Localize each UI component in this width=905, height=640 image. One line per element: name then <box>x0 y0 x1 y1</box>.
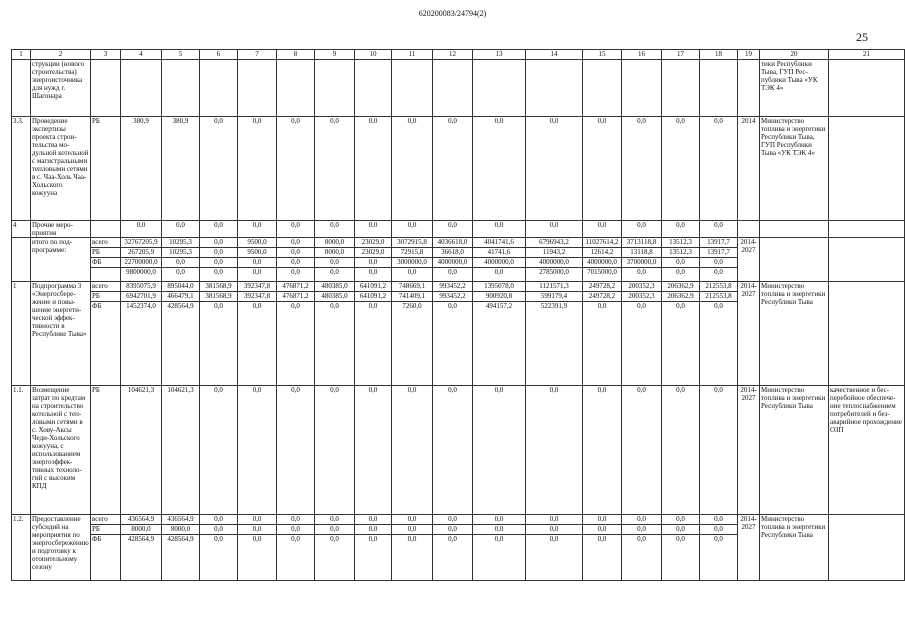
amount-cell <box>392 60 433 117</box>
row-number <box>12 60 31 117</box>
amount-cell: 0,0 <box>662 117 700 221</box>
amount-cell: 1395078,0 <box>473 282 526 292</box>
amount-cell: 0,0 <box>315 302 355 386</box>
amount-cell: 249728,2 <box>583 292 622 302</box>
amount-cell: 476871,2 <box>277 292 315 302</box>
amount-cell: 0,0 <box>315 515 355 525</box>
amount-cell <box>315 60 355 117</box>
measure-name: Проведение экспертизы проекта строительства модульной котельной с магистральными тепловыми сетями в с. Чаа-Холь Чаа-Хольского кожууна <box>31 117 91 221</box>
amount-cell: 6942701,9 <box>121 292 162 302</box>
amount-cell: 0,0 <box>662 302 700 386</box>
amount-cell: 0,0 <box>392 535 433 581</box>
amount-cell: 212553,8 <box>700 292 738 302</box>
amount-cell: 0,0 <box>277 302 315 386</box>
amount-cell: 0,0 <box>200 268 238 282</box>
amount-cell: 0,0 <box>238 221 277 238</box>
column-number: 2 <box>31 50 91 60</box>
amount-cell: 428564,9 <box>162 302 200 386</box>
column-number: 13 <box>473 50 526 60</box>
row-number <box>12 238 31 282</box>
funding-source: ФБ <box>91 535 121 581</box>
amount-cell: 0,0 <box>622 515 662 525</box>
amount-cell: 267205,9 <box>121 248 162 258</box>
amount-cell: 0,0 <box>473 268 526 282</box>
amount-cell: 0,0 <box>622 535 662 581</box>
period-years: 2014-2027 <box>738 238 760 282</box>
amount-cell: 392347,8 <box>238 282 277 292</box>
period-years: 2014-2027 <box>738 282 760 386</box>
amount-cell: 10295,3 <box>162 248 200 258</box>
amount-cell: 0,0 <box>473 386 526 515</box>
amount-cell: 9500,0 <box>238 248 277 258</box>
amount-cell: 380,9 <box>162 117 200 221</box>
amount-cell: 392347,8 <box>238 292 277 302</box>
column-number: 3 <box>91 50 121 60</box>
amount-cell: 0,0 <box>162 221 200 238</box>
amount-cell: 0,0 <box>662 525 700 535</box>
expected-result <box>829 60 905 117</box>
amount-cell: 0,0 <box>473 515 526 525</box>
amount-cell: 13917,7 <box>700 238 738 248</box>
amount-cell: 6796943,2 <box>526 238 583 248</box>
amount-cell <box>583 60 622 117</box>
amount-cell: 200352,3 <box>622 292 662 302</box>
amount-cell: 0,0 <box>526 515 583 525</box>
amount-cell: 8000,0 <box>162 525 200 535</box>
amount-cell: 200352,3 <box>622 282 662 292</box>
amount-cell: 0,0 <box>121 221 162 238</box>
period-years: 2014 <box>738 117 760 221</box>
column-number: 17 <box>662 50 700 60</box>
amount-cell: 0,0 <box>277 535 315 581</box>
table-row <box>12 221 905 238</box>
amount-cell: 0,0 <box>315 221 355 238</box>
amount-cell: 2785000,0 <box>526 268 583 282</box>
amount-cell: 1452374,0 <box>121 302 162 386</box>
amount-cell: 0,0 <box>700 268 738 282</box>
amount-cell: 12614,2 <box>583 248 622 258</box>
amount-cell: 0,0 <box>473 117 526 221</box>
amount-cell: 212553,8 <box>700 282 738 292</box>
amount-cell: 380,9 <box>121 117 162 221</box>
amount-cell: 10295,3 <box>162 238 200 248</box>
amount-cell: 23029,0 <box>355 238 392 248</box>
amount-cell: 0,0 <box>433 535 473 581</box>
amount-cell: 0,0 <box>622 302 662 386</box>
amount-cell: 0,0 <box>700 117 738 221</box>
amount-cell: 0,0 <box>238 515 277 525</box>
amount-cell: 249728,2 <box>583 282 622 292</box>
funding-source <box>91 221 121 238</box>
column-number: 4 <box>121 50 162 60</box>
amount-cell: 0,0 <box>700 302 738 386</box>
amount-cell: 0,0 <box>583 535 622 581</box>
amount-cell: 7015000,0 <box>583 268 622 282</box>
measure-name: Предоставление субсидий на мероприятия по энергосбережению и подготовку к отопительному сезону <box>31 515 91 581</box>
amount-cell: 104621,3 <box>162 386 200 515</box>
amount-cell: 0,0 <box>583 221 622 238</box>
amount-cell <box>355 60 392 117</box>
amount-cell: 0,0 <box>277 386 315 515</box>
measure-name: Возмещение затрат по кредтам на строительство котельной с тепловыми сетями в с. Хову-Аксы Чеди-Хольского кожууна, с использованием энергоэффективных технологий с высоким КПД <box>31 386 91 515</box>
amount-cell: 0,0 <box>200 238 238 248</box>
funding-source: всего <box>91 282 121 292</box>
column-number-row <box>12 50 905 60</box>
measure-name: струкции (нового строительства) энергоисточника для нужд г. Шагонара <box>31 60 91 117</box>
amount-cell: 36618,0 <box>433 248 473 258</box>
amount-cell: 0,0 <box>583 525 622 535</box>
row-number: 1.1. <box>12 386 31 515</box>
amount-cell <box>200 60 238 117</box>
amount-cell: 41741,6 <box>473 248 526 258</box>
amount-cell: 8000,0 <box>315 248 355 258</box>
amount-cell: 0,0 <box>238 525 277 535</box>
amount-cell: 0,0 <box>662 258 700 268</box>
amount-cell: 0,0 <box>622 221 662 238</box>
amount-cell: 13118,8 <box>622 248 662 258</box>
amount-cell <box>433 60 473 117</box>
amount-cell: 0,0 <box>433 386 473 515</box>
amount-cell: 4036618,0 <box>433 238 473 248</box>
amount-cell <box>526 60 583 117</box>
amount-cell: 0,0 <box>526 535 583 581</box>
amount-cell <box>121 60 162 117</box>
document-id: 620200083/24794(2) <box>418 9 487 18</box>
amount-cell: 23029,0 <box>355 248 392 258</box>
amount-cell: 0,0 <box>433 268 473 282</box>
measure-name: Прочие мероприятия <box>31 221 91 238</box>
funding-source: РБ <box>91 525 121 535</box>
column-number: 21 <box>829 50 905 60</box>
funding-source <box>91 268 121 282</box>
amount-cell: 0,0 <box>277 268 315 282</box>
funding-source: всего <box>91 238 121 248</box>
amount-cell: 0,0 <box>277 238 315 248</box>
page-number: 25 <box>856 30 868 44</box>
amount-cell: 4000000,0 <box>583 258 622 268</box>
funding-source: РБ <box>91 117 121 221</box>
amount-cell: 0,0 <box>200 117 238 221</box>
amount-cell: 641091,2 <box>355 292 392 302</box>
amount-cell: 993452,2 <box>433 282 473 292</box>
amount-cell: 0,0 <box>433 302 473 386</box>
column-number: 11 <box>392 50 433 60</box>
executor: Министерство топлива и энергетики Республики Тыва, ГУП Республики Тыва «УК ТЭК 4» <box>760 117 829 221</box>
amount-cell: 4000000,0 <box>526 258 583 268</box>
executor: тики Республики Тыва, ГУП Республики Тыва «УК ТЭК 4» <box>760 60 829 117</box>
executor: Министерство топлива и энергетики Республики Тыва <box>760 386 829 515</box>
amount-cell: 8000,0 <box>121 525 162 535</box>
amount-cell: 0,0 <box>238 386 277 515</box>
amount-cell: 0,0 <box>277 515 315 525</box>
amount-cell: 0,0 <box>238 302 277 386</box>
amount-cell: 0,0 <box>238 535 277 581</box>
amount-cell: 0,0 <box>473 221 526 238</box>
amount-cell: 0,0 <box>583 302 622 386</box>
amount-cell: 748669,1 <box>392 282 433 292</box>
amount-cell: 0,0 <box>526 386 583 515</box>
column-number: 6 <box>200 50 238 60</box>
row-number: 1.2. <box>12 515 31 581</box>
amount-cell: 0,0 <box>200 535 238 581</box>
amount-cell: 0,0 <box>583 117 622 221</box>
funding-source: РБ <box>91 292 121 302</box>
amount-cell: 0,0 <box>315 268 355 282</box>
funding-source <box>91 60 121 117</box>
amount-cell: 993452,2 <box>433 292 473 302</box>
column-number: 14 <box>526 50 583 60</box>
amount-cell: 0,0 <box>392 268 433 282</box>
amount-cell: 7260,0 <box>392 302 433 386</box>
amount-cell: 9500,0 <box>238 238 277 248</box>
column-number: 15 <box>583 50 622 60</box>
column-number: 9 <box>315 50 355 60</box>
program-table <box>11 49 905 581</box>
column-number: 7 <box>238 50 277 60</box>
amount-cell: 0,0 <box>526 221 583 238</box>
amount-cell: 206362,9 <box>662 282 700 292</box>
amount-cell: 0,0 <box>473 525 526 535</box>
table-row <box>12 117 905 221</box>
amount-cell: 0,0 <box>662 221 700 238</box>
funding-source: РБ <box>91 386 121 515</box>
amount-cell: 13917,7 <box>700 248 738 258</box>
amount-cell: 895044,0 <box>162 282 200 292</box>
period-years: 2014-2027 <box>738 386 760 515</box>
column-number: 18 <box>700 50 738 60</box>
amount-cell: 0,0 <box>433 515 473 525</box>
amount-cell: 428564,9 <box>162 535 200 581</box>
amount-cell: 1121571,3 <box>526 282 583 292</box>
amount-cell: 0,0 <box>277 117 315 221</box>
amount-cell: 22700000,0 <box>121 258 162 268</box>
amount-cell: 436564,9 <box>121 515 162 525</box>
amount-cell: 0,0 <box>662 386 700 515</box>
expected-result <box>829 221 905 238</box>
amount-cell <box>622 60 662 117</box>
amount-cell: 0,0 <box>392 117 433 221</box>
table-row <box>12 515 905 525</box>
amount-cell: 0,0 <box>315 525 355 535</box>
amount-cell <box>238 60 277 117</box>
amount-cell: 381568,9 <box>200 282 238 292</box>
amount-cell: 0,0 <box>315 386 355 515</box>
table-row <box>12 238 905 248</box>
expected-result <box>829 515 905 581</box>
amount-cell: 381568,9 <box>200 292 238 302</box>
amount-cell: 11943,2 <box>526 248 583 258</box>
row-number: 1 <box>12 282 31 386</box>
amount-cell: 436564,9 <box>162 515 200 525</box>
executor <box>760 221 829 238</box>
amount-cell: 522391,9 <box>526 302 583 386</box>
amount-cell: 0,0 <box>662 535 700 581</box>
amount-cell: 0,0 <box>473 535 526 581</box>
amount-cell: 0,0 <box>433 525 473 535</box>
amount-cell: 0,0 <box>700 386 738 515</box>
amount-cell <box>662 60 700 117</box>
table-row <box>12 282 905 292</box>
amount-cell: 0,0 <box>200 386 238 515</box>
amount-cell: 0,0 <box>433 221 473 238</box>
measure-name: Подпрограмма 3 «Энергосбережение и повышение энергетической эффективности в Республике Тыва» <box>31 282 91 386</box>
executor: Министерство топлива и энергетики Республики Тыва <box>760 515 829 581</box>
amount-cell: 0,0 <box>200 515 238 525</box>
amount-cell: 494157,2 <box>473 302 526 386</box>
amount-cell: 0,0 <box>238 268 277 282</box>
amount-cell: 0,0 <box>200 258 238 268</box>
amount-cell <box>162 60 200 117</box>
funding-source: ФБ <box>91 258 121 268</box>
amount-cell: 0,0 <box>526 117 583 221</box>
amount-cell: 0,0 <box>355 386 392 515</box>
amount-cell <box>473 60 526 117</box>
expected-result <box>829 282 905 386</box>
column-number: 10 <box>355 50 392 60</box>
amount-cell: 0,0 <box>238 117 277 221</box>
amount-cell: 0,0 <box>622 525 662 535</box>
amount-cell: 72915,8 <box>392 248 433 258</box>
amount-cell: 0,0 <box>526 525 583 535</box>
amount-cell: 428564,9 <box>121 535 162 581</box>
amount-cell: 0,0 <box>355 525 392 535</box>
amount-cell: 0,0 <box>162 258 200 268</box>
column-number: 19 <box>738 50 760 60</box>
amount-cell: 0,0 <box>355 515 392 525</box>
amount-cell: 0,0 <box>700 525 738 535</box>
amount-cell: 0,0 <box>700 221 738 238</box>
amount-cell: 104621,3 <box>121 386 162 515</box>
table-row <box>12 386 905 515</box>
amount-cell: 3713118,8 <box>622 238 662 248</box>
executor: Министерство топлива и энергетики Республики Тыва <box>760 282 829 386</box>
amount-cell: 0,0 <box>622 386 662 515</box>
amount-cell: 0,0 <box>583 515 622 525</box>
amount-cell: 0,0 <box>662 268 700 282</box>
amount-cell: 3700000,0 <box>622 258 662 268</box>
amount-cell: 480385,0 <box>315 282 355 292</box>
amount-cell: 32767205,9 <box>121 238 162 248</box>
amount-cell: 599179,4 <box>526 292 583 302</box>
amount-cell: 480385,0 <box>315 292 355 302</box>
amount-cell: 206362,9 <box>662 292 700 302</box>
amount-cell: 3072915,8 <box>392 238 433 248</box>
amount-cell: 0,0 <box>355 302 392 386</box>
period-years <box>738 60 760 117</box>
amount-cell: 0,0 <box>392 221 433 238</box>
amount-cell: 0,0 <box>433 117 473 221</box>
amount-cell: 466479,1 <box>162 292 200 302</box>
amount-cell: 9800000,0 <box>121 268 162 282</box>
amount-cell: 4000000,0 <box>433 258 473 268</box>
amount-cell: 900920,8 <box>473 292 526 302</box>
expected-result <box>829 117 905 221</box>
amount-cell: 11027614,2 <box>583 238 622 248</box>
amount-cell: 0,0 <box>355 535 392 581</box>
executor <box>760 238 829 282</box>
amount-cell: 0,0 <box>238 258 277 268</box>
funding-source: ФБ <box>91 302 121 386</box>
amount-cell: 0,0 <box>162 268 200 282</box>
amount-cell: 13512,3 <box>662 248 700 258</box>
amount-cell: 0,0 <box>277 525 315 535</box>
amount-cell: 0,0 <box>622 268 662 282</box>
amount-cell <box>277 60 315 117</box>
amount-cell: 0,0 <box>277 221 315 238</box>
column-number: 12 <box>433 50 473 60</box>
amount-cell: 0,0 <box>662 515 700 525</box>
amount-cell: 0,0 <box>200 525 238 535</box>
amount-cell: 13512,3 <box>662 238 700 248</box>
amount-cell: 476871,2 <box>277 282 315 292</box>
amount-cell: 0,0 <box>355 268 392 282</box>
amount-cell: 0,0 <box>200 221 238 238</box>
amount-cell: 0,0 <box>355 221 392 238</box>
column-number: 20 <box>760 50 829 60</box>
column-number: 5 <box>162 50 200 60</box>
period-years <box>738 221 760 238</box>
amount-cell: 4041741,6 <box>473 238 526 248</box>
amount-cell: 0,0 <box>392 525 433 535</box>
amount-cell <box>700 60 738 117</box>
amount-cell: 0,0 <box>200 302 238 386</box>
funding-source: всего <box>91 515 121 525</box>
amount-cell: 4000000,0 <box>473 258 526 268</box>
column-number: 16 <box>622 50 662 60</box>
amount-cell: 3000000,0 <box>392 258 433 268</box>
amount-cell: 0,0 <box>277 258 315 268</box>
column-number: 8 <box>277 50 315 60</box>
funding-source: РБ <box>91 248 121 258</box>
measure-name: итого по подпрограмме: <box>31 238 91 282</box>
amount-cell: 641091,2 <box>355 282 392 292</box>
amount-cell: 8395075,9 <box>121 282 162 292</box>
amount-cell: 0,0 <box>200 248 238 258</box>
amount-cell: 0,0 <box>315 258 355 268</box>
expected-result <box>829 238 905 282</box>
amount-cell: 0,0 <box>355 117 392 221</box>
amount-cell: 741409,1 <box>392 292 433 302</box>
table-row <box>12 60 905 117</box>
row-number: 3.3. <box>12 117 31 221</box>
amount-cell: 0,0 <box>392 515 433 525</box>
expected-result: качественное и бесперебойное обеспечение теплоснабжением потребителей и безаварийное прохождение ОЗП <box>829 386 905 515</box>
amount-cell: 0,0 <box>277 248 315 258</box>
amount-cell: 0,0 <box>583 386 622 515</box>
amount-cell: 0,0 <box>315 535 355 581</box>
amount-cell: 0,0 <box>700 258 738 268</box>
amount-cell: 8000,0 <box>315 238 355 248</box>
row-number: 4 <box>12 221 31 238</box>
amount-cell: 0,0 <box>700 535 738 581</box>
amount-cell: 0,0 <box>355 258 392 268</box>
amount-cell: 0,0 <box>700 515 738 525</box>
period-years: 2014-2027 <box>738 515 760 581</box>
amount-cell: 0,0 <box>315 117 355 221</box>
column-number: 1 <box>12 50 31 60</box>
amount-cell: 0,0 <box>622 117 662 221</box>
amount-cell: 0,0 <box>392 386 433 515</box>
